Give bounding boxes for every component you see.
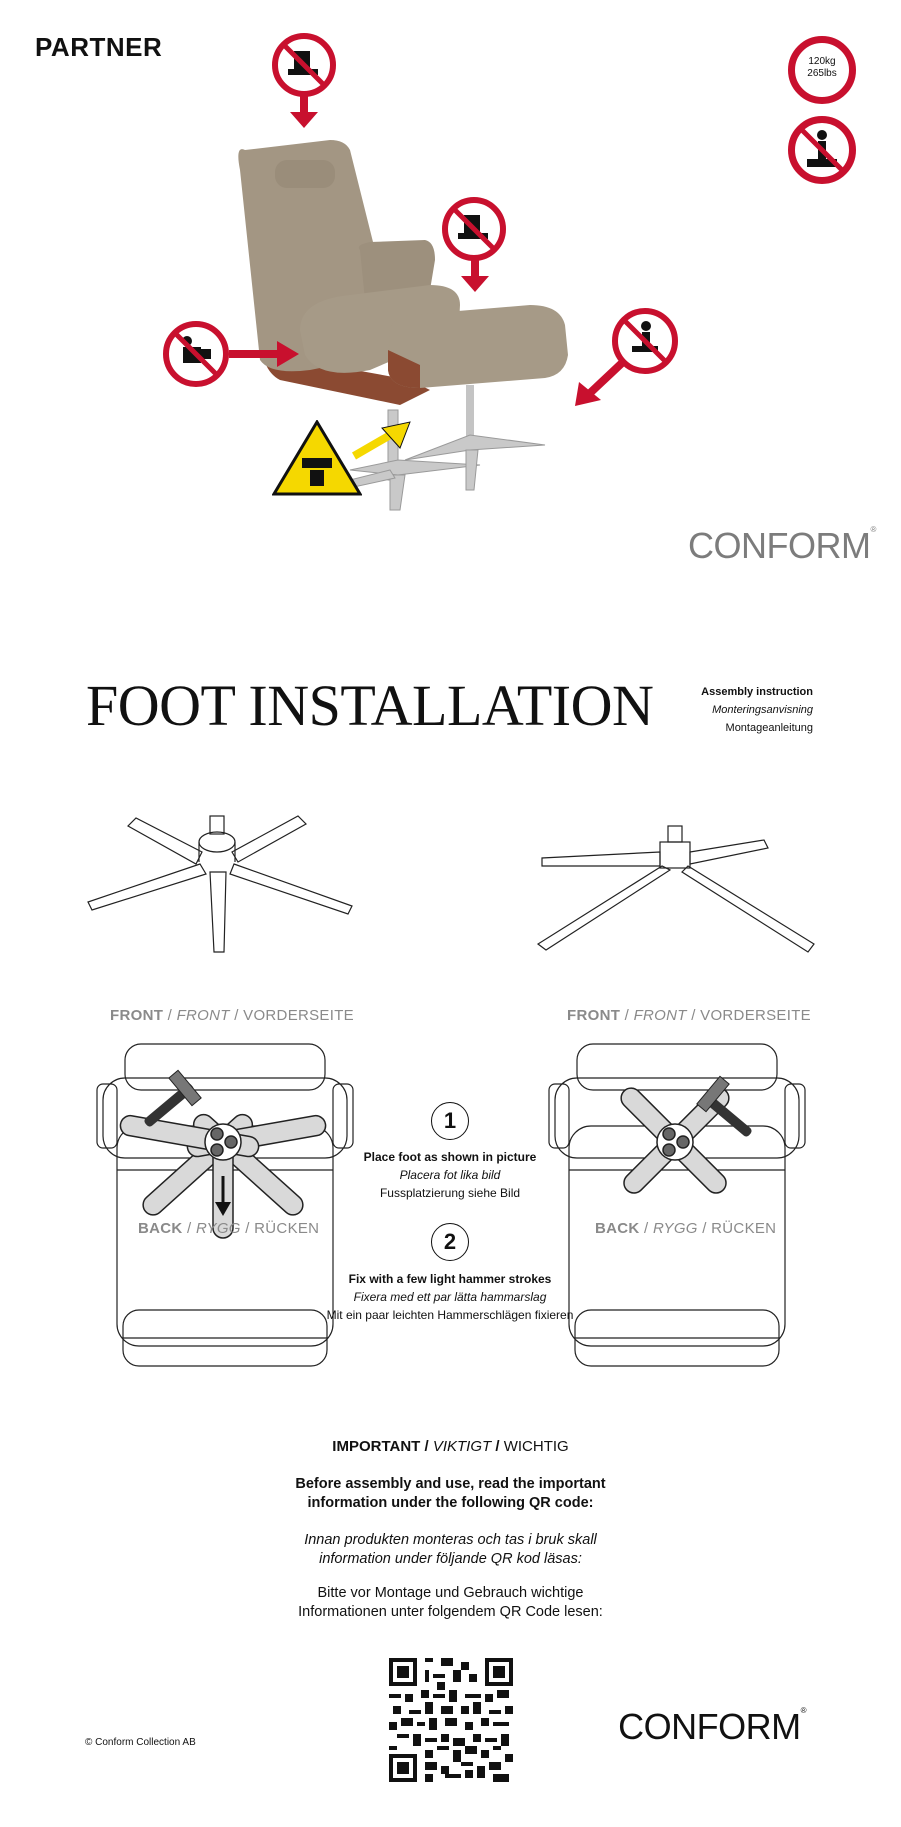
brand-reg-mark: ® <box>870 525 876 534</box>
headrest <box>275 160 335 188</box>
important-en-line1: Before assembly and use, read the important <box>295 1476 606 1492</box>
back-sv: RYGG <box>195 1220 241 1237</box>
arrow-down-icon <box>461 260 489 292</box>
weight-limit-sign <box>788 36 856 104</box>
back-de: RÜCKEN <box>711 1220 777 1237</box>
front-en: FRONT <box>110 1007 164 1024</box>
step-2-number: 2 <box>431 1223 469 1261</box>
four-star-foot-drawing <box>536 822 820 962</box>
chair-underside-right <box>547 1030 807 1370</box>
important-en-line2: information under the following QR code: <box>307 1495 594 1511</box>
assembly-subtitle <box>701 683 813 737</box>
no-weight-sign-seat <box>442 197 506 261</box>
front-label-left <box>110 1007 354 1024</box>
important-de-line1: Bitte vor Montage und Gebrauch wichtige <box>317 1585 584 1601</box>
separator: / <box>167 1007 173 1024</box>
step-2-de: Mit ein paar leichten Hammerschlägen fixieren <box>326 1308 574 1322</box>
no-standing-sign <box>788 116 856 184</box>
weight-icon <box>278 39 330 91</box>
hammer-icon <box>697 1076 753 1138</box>
separator: / <box>702 1220 707 1237</box>
back-en: BACK <box>595 1220 640 1237</box>
arrow-up-right-icon <box>352 420 412 460</box>
separator: / <box>624 1007 630 1024</box>
arrow-down-icon <box>290 96 318 128</box>
arrow-down-left-icon <box>575 360 625 406</box>
hammer-icon <box>143 1070 201 1128</box>
page-title: FOOT INSTALLATION <box>86 673 654 738</box>
important-de-text <box>0 1584 901 1622</box>
front-en: FRONT <box>567 1007 621 1024</box>
qr-code[interactable] <box>389 1658 513 1782</box>
separator: / <box>691 1007 696 1024</box>
weight-limit-kg: 120kg <box>808 56 836 67</box>
weight-icon <box>448 203 500 255</box>
separator: / <box>234 1007 239 1024</box>
person-leaning-icon <box>169 327 223 381</box>
front-de: VORDERSEITE <box>243 1007 354 1024</box>
step-1-text <box>320 1148 580 1202</box>
important-en: IMPORTANT <box>332 1438 421 1455</box>
weight-limit-lbs: 265lbs <box>807 68 837 79</box>
brand-name: CONFORM <box>688 525 871 566</box>
back-label-right <box>595 1220 776 1237</box>
important-sv: VIKTIGT <box>432 1438 492 1455</box>
five-star-foot-drawing <box>84 812 356 962</box>
important-sv-line1: Innan produkten monteras och tas i bruk skall <box>304 1532 597 1548</box>
person-standing-icon <box>795 123 849 177</box>
important-heading: IMPORTANT / VIKTIGT / WICHTIG <box>332 1438 569 1455</box>
no-weight-sign-top <box>272 33 336 97</box>
brand-reg-mark: ® <box>800 1706 806 1715</box>
separator: / <box>245 1220 250 1237</box>
front-sv: FRONT <box>176 1007 230 1024</box>
back-en: BACK <box>138 1220 183 1237</box>
front-label-right <box>567 1007 811 1024</box>
front-de: VORDERSEITE <box>700 1007 811 1024</box>
arrow-right-icon <box>229 341 299 367</box>
step-2-sv: Fixera med ett par lätta hammarslag <box>353 1290 547 1304</box>
separator: / <box>187 1220 192 1237</box>
product-name: PARTNER <box>35 32 163 62</box>
copyright: © Conform Collection AB <box>85 1737 196 1748</box>
separator: / <box>644 1220 649 1237</box>
pinch-hazard-icon <box>272 420 362 496</box>
back-de: RÜCKEN <box>254 1220 320 1237</box>
brand-logo-top <box>688 525 876 567</box>
assembly-de: Montageanleitung <box>725 722 813 734</box>
assembly-en: Assembly instruction <box>701 686 813 698</box>
important-de: WICHTIG <box>503 1438 569 1455</box>
step-1-de: Fussplatzierung siehe Bild <box>379 1186 521 1200</box>
chair-underside-left <box>95 1030 355 1370</box>
no-leaning-sign <box>163 321 229 387</box>
assembly-sv: Monteringsanvisning <box>712 704 813 716</box>
back-label-left <box>138 1220 319 1237</box>
front-sv: FRONT <box>633 1007 687 1024</box>
important-sv-text <box>0 1531 901 1569</box>
step-1-en: Place foot as shown in picture <box>363 1150 537 1164</box>
person-sitting-icon <box>618 314 672 368</box>
step-2-en: Fix with a few light hammer strokes <box>348 1272 552 1286</box>
step-1-number: 1 <box>431 1102 469 1140</box>
important-sv-line2: information under följande QR kod läsas: <box>319 1551 582 1567</box>
brand-name: CONFORM <box>618 1706 801 1747</box>
brand-logo-bottom <box>618 1706 806 1748</box>
important-en-text <box>0 1475 901 1513</box>
back-sv: RYGG <box>652 1220 698 1237</box>
important-de-line2: Informationen unter folgendem QR Code lesen: <box>298 1604 603 1620</box>
step-1-sv: Placera fot lika bild <box>399 1168 501 1182</box>
step-2-text <box>320 1270 580 1324</box>
